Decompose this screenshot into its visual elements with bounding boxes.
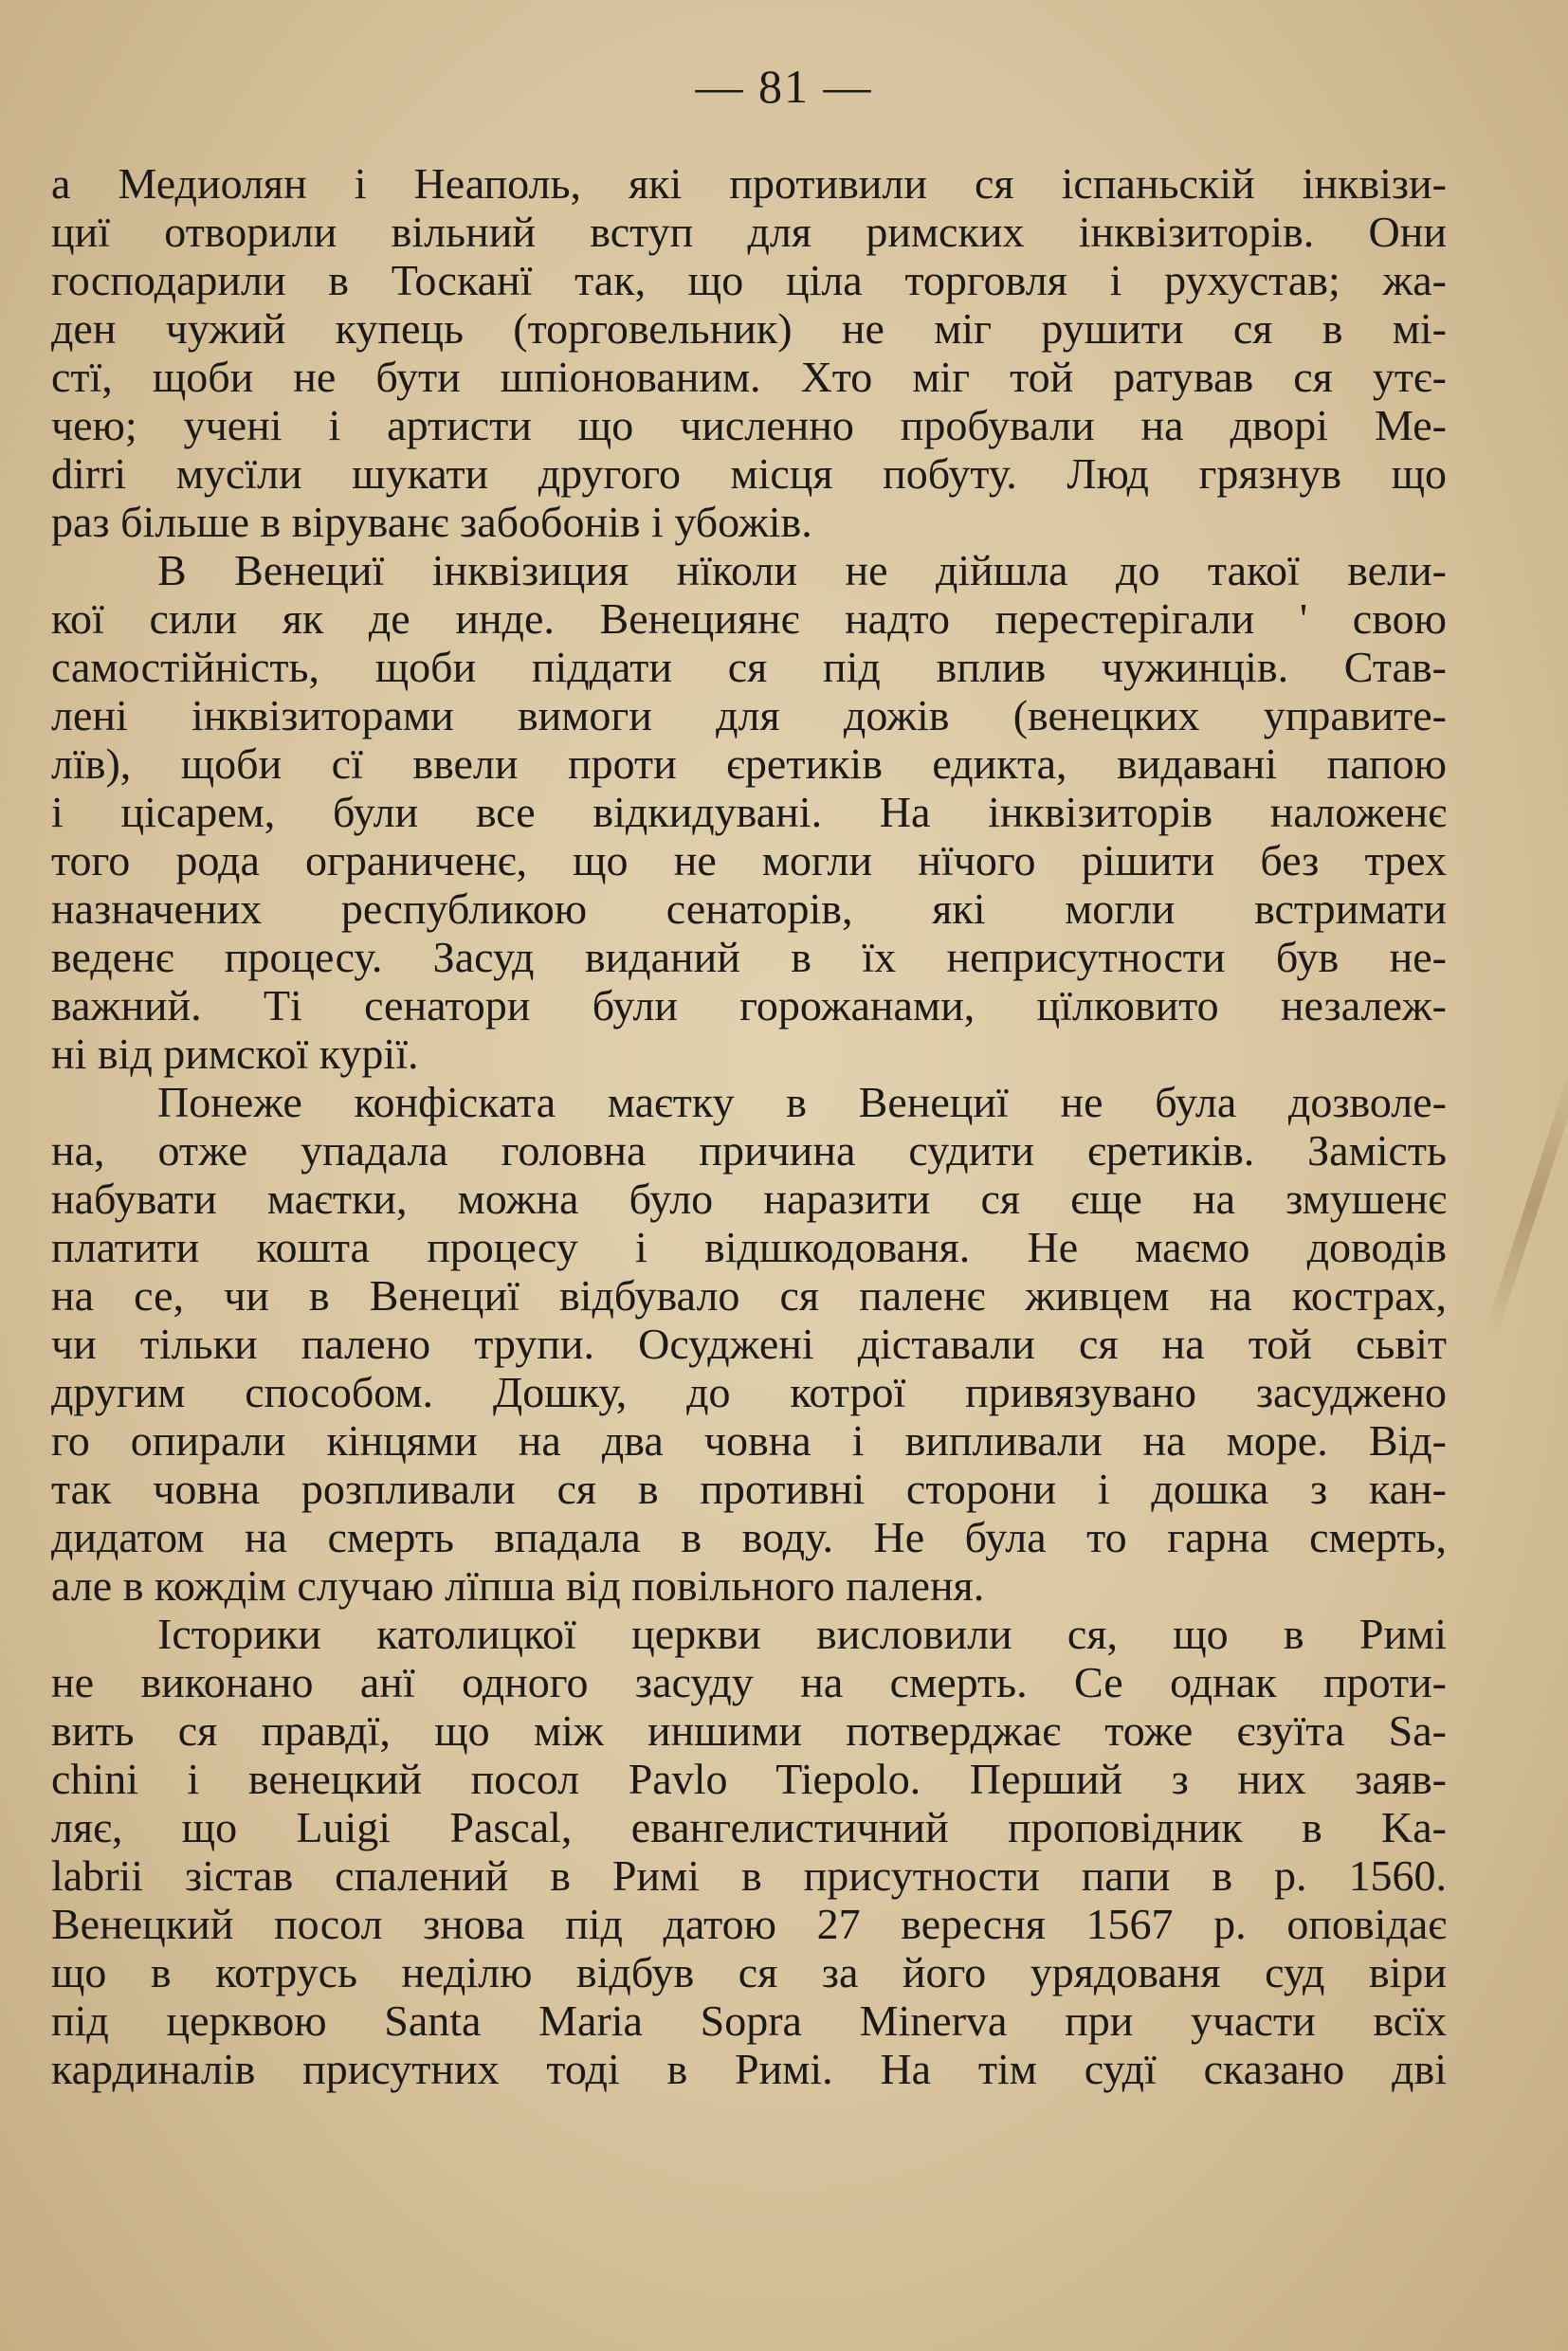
text-line: самостійність, щоби піддати ся під вплив чужинців. Став- [51, 643, 1447, 691]
paragraph-4 [51, 1610, 1447, 2093]
text-line: Венецкий посол знова під датою 27 вересня 1567 р. оповідає [51, 1900, 1447, 1948]
text-line: назначених республикою сенаторів, які могли встримати [51, 884, 1447, 933]
text-line: кої сили як де инде. Венециянє надто перестерігали ' свою [51, 594, 1447, 643]
text-line: дидатом на смерть впадала в воду. Не була то гарна смерть, [51, 1513, 1447, 1561]
text-line: го опирали кінцями на два човна і випливали на море. Від- [51, 1416, 1447, 1465]
text-line: важний. Ті сенатори були горожанами, цїлковито незалеж- [51, 981, 1447, 1030]
text-line: на, отже упадала головна причина судити єретиків. Замість [51, 1126, 1447, 1175]
text-line: на се, чи в Венециї відбувало ся паленє живцем на кострах, [51, 1271, 1447, 1320]
text-line: лені інквізиторами вимоги для дожів (венецких управите- [51, 691, 1447, 739]
paragraph-2 [51, 546, 1447, 1078]
text-line: другим способом. Дошку, до котрої привязувано засуджено [51, 1368, 1447, 1416]
text-line: не виконано анї одного засуду на смерть. Се однак проти- [51, 1658, 1447, 1706]
page-number: — 81 — [695, 60, 873, 113]
paragraph-1 [51, 159, 1447, 546]
text-line: так човна розпливали ся в противні сторони і дошка з кан- [51, 1465, 1447, 1513]
text-line: під церквою Santa Maria Sopra Minerva при участи всїх [51, 1996, 1447, 2045]
text-line: раз більше в віруванє забобонів і убожів. [51, 498, 812, 546]
text-line: того рода ограниченє, що не могли нїчого рішити без трех [51, 836, 1447, 884]
text-line: Понеже конфіската маєтку в Венециї не була дозволе- [157, 1078, 1447, 1126]
text-line: чи тільки палено трупи. Осуджені діставали ся на той сьвіт [51, 1320, 1447, 1368]
text-line: кардиналів присутних тоді в Римі. На тім судї сказано дві [51, 2045, 1447, 2093]
text-line: що в котрусь неділю відбув ся за його урядованя суд віри [51, 1948, 1447, 1996]
text-line: вить ся правдї, що між иншими потверджає тоже єзуїта Sa- [51, 1706, 1447, 1755]
text-line: господарили в Тосканї так, що ціла торговля і рухустав; жа- [51, 256, 1447, 304]
text-line: набувати маєтки, можна було наразити ся єще на змушенє [51, 1175, 1447, 1223]
text-line: лїв), щоби сї ввели проти єретиків едикта, видавані папою [51, 739, 1447, 788]
text-line: chini і венецкий посол Pavlo Tiepolo. Перший з них заяв- [51, 1755, 1447, 1803]
text-line: циї отворили вільний вступ для римских інквізиторів. Они [51, 208, 1447, 256]
text-line: В Венециї інквізиция нїколи не дійшла до такої вели- [157, 546, 1447, 594]
text-line: dirri мусїли шукати другого місця побуту. Люд грязнув що [51, 449, 1447, 498]
text-line: ні від римскої курії. [51, 1030, 419, 1078]
text-line: чею; учені і артисти що численно пробували на дворі Ме- [51, 401, 1447, 449]
text-block [51, 159, 1447, 2093]
text-line: ден чужий купець (торговельник) не міг рушити ся в мі- [51, 304, 1447, 353]
text-line: платити кошта процесу і відшкодованя. Не маємо доводів [51, 1223, 1447, 1271]
text-line: а Медиолян і Неаполь, які противили ся іспаньскій інквізи- [51, 159, 1447, 208]
text-line: і цісарем, були все відкидувані. На інквізиторів наложенє [51, 788, 1447, 836]
text-line: стї, щоби не бути шпіонованим. Хто міг той ратував ся утє- [51, 353, 1447, 401]
text-line: але в кождім случаю лїпша від повільного паленя. [51, 1561, 985, 1610]
paper-stain [1483, 1066, 1568, 1341]
text-line: ляє, що Luigi Pascal, евангелистичний проповідник в Ka- [51, 1803, 1447, 1851]
text-line: labrii зістав спалений в Римі в присутности папи в р. 1560. [51, 1851, 1447, 1900]
text-line: веденє процесу. Засуд виданий в їх неприсутности був не- [51, 933, 1447, 981]
text-line: Історики католицкої церкви висловили ся, що в Римі [157, 1610, 1447, 1658]
paragraph-3 [51, 1078, 1447, 1610]
